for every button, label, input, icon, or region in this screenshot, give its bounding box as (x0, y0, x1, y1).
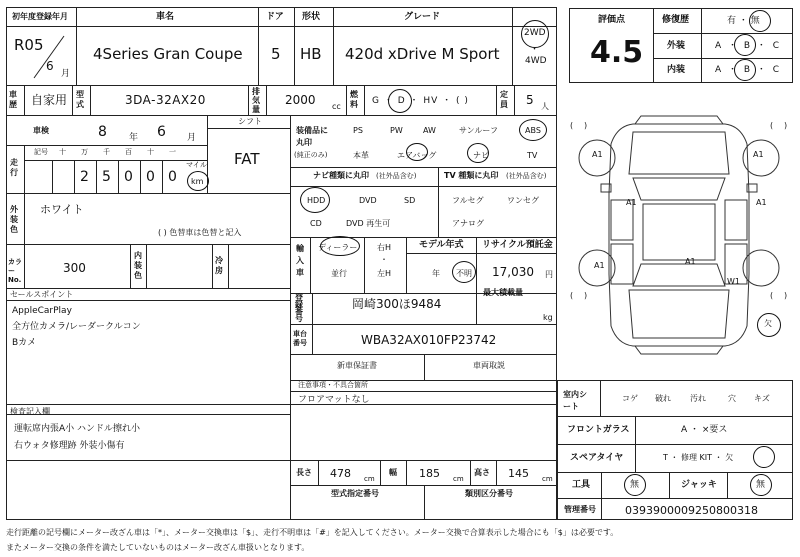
interior-color-label: 内装色 (134, 251, 142, 280)
fuel-selected-circle (388, 89, 412, 113)
nav-dvd-play: DVD 再生可 (346, 219, 391, 228)
model-label: 型式 (76, 90, 84, 109)
mileage-label: 走行 (10, 158, 18, 177)
shift-label: シフト (238, 117, 262, 126)
interior-options: A ・ B ・ C (715, 65, 782, 75)
color-note: ( ) 色替車は色替と記入 (158, 228, 242, 237)
max-load-unit: kg (543, 313, 553, 322)
repair-circle (749, 10, 771, 32)
disp-label: 排気量 (252, 87, 260, 114)
recycle-unit: 円 (545, 270, 553, 279)
length: 478 (330, 467, 351, 480)
max-load-label: 最大積載量 (483, 288, 523, 297)
grade: 420d xDrive M Sport (345, 45, 500, 63)
disp-unit: cc (332, 102, 341, 111)
import-parallel: 並行 (331, 269, 347, 278)
import-label: 輸入車 (296, 244, 304, 277)
tv-sub: (社外品含む) (506, 172, 547, 180)
equip-airbag: エアバッグ (397, 151, 437, 160)
footer-line-2: またメーター交換の条件を満たしていないものはメーター改ざん車扱いとなります。 (6, 543, 310, 552)
seat-label: 室内シート (563, 390, 587, 411)
jack-value: 無 (756, 480, 766, 490)
exterior-options: A ・ B ・ C (715, 41, 782, 51)
reg-number: 岡崎300ほ9484 (352, 297, 442, 311)
color-value: ホワイト (40, 203, 84, 216)
mileage-digit-0: 2 (80, 169, 89, 185)
mile-label: マイル (186, 161, 207, 169)
mileage-unit-5: 十 (147, 148, 154, 156)
mileage-unit-0: 記号 (34, 148, 48, 156)
equip-navi: ナビ (473, 151, 489, 160)
equip-ps: PS (353, 126, 363, 135)
reg-year: R05 (14, 36, 44, 54)
inspect-month-unit: 月 (187, 133, 197, 143)
seat-opt-hole: 穴 (728, 394, 736, 403)
disp: 2000 (285, 93, 316, 107)
model: 3DA-32AX20 (125, 93, 206, 107)
car-name: 4Series Gran Coupe (93, 45, 243, 63)
tv-fullseg: フルセグ (452, 196, 484, 205)
interior-label: 内装 (667, 65, 686, 75)
mileage-unit-2: 万 (81, 148, 88, 156)
model-year-label: モデル年式 (419, 240, 464, 250)
inspection-note-2: 右ウォタ修理跡 外装小傷有 (14, 441, 125, 451)
height-label: 高さ (474, 468, 490, 477)
tv-analog: アナログ (452, 219, 484, 228)
tv-oneseg: ワンセグ (507, 196, 539, 205)
exterior-label: 外装 (667, 41, 686, 51)
equip-leather: 本革 (353, 151, 369, 160)
nav-hdd: HDD (307, 196, 326, 205)
seat-opt-dirt: 汚れ (690, 394, 706, 403)
airbag-circle (406, 143, 428, 161)
fuel-options: G ・ D ・ HV ・ ( ) (372, 96, 469, 106)
mileage-unit-6: 一 (169, 148, 176, 156)
mileage-unit-4: 百 (125, 148, 132, 156)
repair-label: 修復歴 (662, 15, 690, 25)
inspection-note-1: 運転席内張A小 ハンドル擦れ小 (14, 424, 141, 434)
seat-opt-burn: コゲ (622, 394, 638, 403)
shift: FAT (234, 150, 260, 168)
inspect-year: 8 (98, 124, 107, 140)
jack-circle (750, 474, 772, 496)
seat-opt-scratch: キズ (754, 394, 770, 403)
diagram-mark-1: A1 (592, 150, 603, 159)
notes-label: 注意事項・不具合箇所 (298, 381, 368, 389)
abs-circle (519, 119, 547, 141)
score-label: 評価点 (598, 15, 626, 25)
width-unit: cm (453, 475, 464, 483)
diagram-mark-6: A1 (685, 257, 696, 266)
width-label: 幅 (389, 468, 397, 477)
manual: 車両取説 (473, 361, 505, 370)
usage-label: 車歴 (9, 90, 17, 109)
diagram-mark-2: A1 (753, 150, 764, 159)
equip-sub-label: (純正のみ) (294, 151, 328, 159)
notes: フロアマットなし (298, 395, 370, 405)
recycle-value: 17,030 (492, 265, 534, 279)
drive-dot: ・ (530, 45, 540, 55)
mileage-unit-3: 千 (103, 148, 110, 156)
mileage-digit-1: 5 (102, 169, 111, 185)
recycle-label: リサイクル預託金 (482, 240, 553, 250)
color-label: 外装色 (10, 205, 18, 234)
paren-left-1: ( (570, 121, 574, 130)
footer-line-1: 走行距離の記号欄にメーター改ざん車は「*」、メーター交換車は「$」、走行不明車は「#」を記入してください。メーター交換で合算表示した場合にも「$」は必要です。 (6, 528, 619, 537)
spare-options: T ・ 修理 KIT ・ 欠 (663, 453, 734, 462)
unknown-circle (452, 261, 476, 283)
capacity-unit: 人 (541, 102, 549, 111)
capacity-label: 定員 (500, 90, 508, 109)
shape-label: 形状 (302, 12, 321, 22)
capacity: 5 (526, 93, 534, 107)
reg-month-unit: 月 (61, 69, 71, 79)
jack-label: ジャッキ (681, 480, 717, 490)
import-right-h: 右H (377, 243, 392, 252)
nav-cd: CD (310, 219, 322, 228)
inspection-notes-label: 検査記入欄 (10, 407, 50, 416)
score-value: 4.5 (590, 35, 644, 70)
dealer-circle (320, 236, 360, 256)
tools-value: 無 (630, 480, 640, 490)
equip-sunroof: サンルーフ (459, 126, 498, 135)
mileage-unit-1: 十 (59, 148, 66, 156)
tools-circle (624, 474, 646, 496)
model-year-unknown: 不明 (456, 269, 472, 278)
fuel-label: 燃料 (350, 90, 358, 109)
windshield-label: フロントガラス (567, 425, 630, 435)
paren-left-3: ( (570, 291, 574, 300)
usage: 自家用 (31, 93, 68, 107)
nav-label: ナビ種類に丸印 (313, 171, 369, 180)
mileage-units-header (24, 148, 184, 160)
chassis: WBA32AX010FP23742 (361, 333, 497, 347)
mileage-digit-2: 0 (124, 169, 133, 185)
equip-pw: PW (390, 126, 403, 135)
car-name-label: 車名 (156, 12, 175, 22)
drive-2wd: 2WD (524, 28, 546, 38)
chassis-label: 車台番号 (293, 330, 307, 347)
sales-line-3: Bカメ (12, 338, 37, 348)
height: 145 (508, 467, 529, 480)
inspect-label: 車検 (33, 126, 49, 135)
paren-right-2: ) (784, 121, 788, 130)
paren-left-2: ( (770, 121, 774, 130)
windshield-options: A ・ ×要ス (681, 425, 728, 435)
cooler-label: 冷房 (215, 256, 223, 275)
length-label: 長さ (296, 468, 312, 477)
new-warranty: 新車保証書 (337, 361, 377, 370)
exterior-circle (734, 34, 756, 56)
color-no: 300 (63, 261, 86, 275)
sales-label: セールスポイント (10, 290, 74, 299)
drive-4wd: 4WD (525, 56, 547, 66)
nav-dvd: DVD (359, 196, 377, 205)
spare-circle (753, 446, 775, 468)
navi-circle (467, 143, 489, 163)
tools-label: 工具 (572, 480, 591, 490)
spare-label: スペアタイヤ (570, 453, 624, 463)
model-year-unit: 年 (432, 269, 440, 278)
repair-options: 有 ・ 無 (727, 16, 760, 26)
sales-line-2: 全方位カメラ/レーダークルコン (12, 322, 141, 332)
equip-abs: ABS (525, 126, 541, 135)
diagram-mark-3: A1 (626, 198, 637, 207)
mileage-digit-4: 0 (168, 169, 177, 185)
height-unit: cm (542, 475, 553, 483)
import-dealer: ディーラー (318, 243, 358, 252)
nav-sd: SD (404, 196, 416, 205)
diagram-mark-5: A1 (594, 261, 605, 270)
length-unit: cm (364, 475, 375, 483)
paren-right-4: ) (784, 291, 788, 300)
interior-circle (734, 59, 756, 81)
reg-number-label: 登録番号 (295, 293, 303, 323)
paren-right-1: ) (584, 121, 588, 130)
doors: 5 (271, 45, 281, 63)
nav-sub: (社外品含む) (376, 172, 417, 180)
reg-year-label: 初年度登録年月 (12, 12, 68, 21)
tv-label: TV 種類に丸印 (444, 171, 499, 180)
inspect-year-unit: 年 (129, 133, 139, 143)
diagram-mark-4: A1 (756, 198, 767, 207)
km-label: km (191, 177, 204, 186)
reg-month: 6 (46, 59, 54, 73)
equip-tv: TV (527, 151, 538, 160)
grade-label: グレード (404, 12, 441, 22)
diagram-mark-8: 欠 (764, 319, 772, 328)
hdd-circle (300, 187, 330, 213)
import-left-h: 左H (377, 269, 392, 278)
class-label: 類別区分番号 (465, 489, 513, 498)
sales-line-1: AppleCarPlay (12, 306, 72, 316)
seat-opt-tear: 破れ (655, 394, 671, 403)
mileage-digit-3: 0 (146, 169, 155, 185)
type-cert-label: 型式指定番号 (331, 489, 379, 498)
import-dot: ・ (380, 255, 388, 264)
equip-aw: AW (423, 126, 436, 135)
shape: HB (300, 45, 322, 63)
color-no-label: カラーNo. (8, 258, 22, 284)
mgmt-label: 管理番号 (564, 505, 596, 514)
mileage-digits (24, 160, 184, 193)
mgmt-value: 0393900009250800318 (625, 504, 758, 517)
inspect-month: 6 (157, 124, 166, 140)
equip-label: 装備品に丸印 (296, 126, 328, 147)
paren-right-3: ) (584, 291, 588, 300)
width: 185 (419, 467, 440, 480)
door-label: ドア (266, 12, 284, 22)
paren-left-4: ( (770, 291, 774, 300)
diagram-mark-7: W1 (727, 277, 740, 286)
